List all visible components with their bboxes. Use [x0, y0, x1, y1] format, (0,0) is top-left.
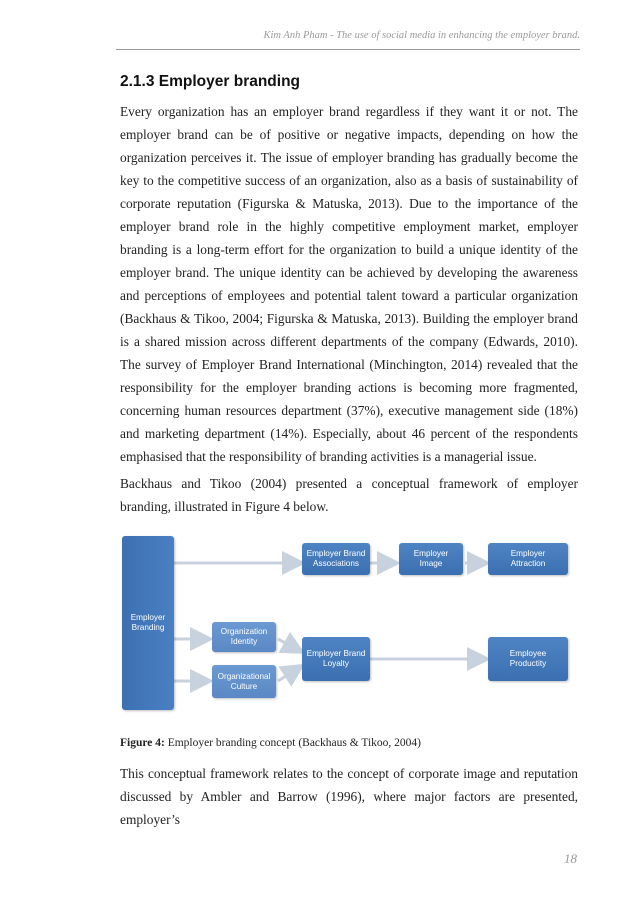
section-title: 2.1.3 Employer branding — [120, 73, 301, 90]
body-paragraph-3: This conceptual framework relates to the concept of corporate image and reputation discussed by Ambler and Barrow (1996), where major factors are presented, employer’s — [120, 766, 578, 827]
arrow-identity-to-loyalty — [278, 639, 300, 651]
body-paragraph-2: Backhaus and Tikoo (2004) presented a conceptual framework of employer branding, illustrated in Figure 4 below. — [120, 476, 578, 514]
running-header: Kim Anh Pham - The use of social media in enhancing the employer brand. — [263, 30, 580, 41]
employer-attraction-box: Employer Attraction — [488, 543, 568, 575]
header-divider — [116, 49, 580, 50]
organizational-culture-box: Organizational Culture — [212, 665, 276, 698]
brand-associations-box: Employer Brand Associations — [302, 543, 370, 575]
figure-caption-text: Employer branding concept (Backhaus & Tikoo, 2004) — [164, 737, 421, 749]
organization-identity-box: Organization Identity — [212, 622, 276, 652]
brand-loyalty-box: Employer Brand Loyalty — [302, 637, 370, 681]
body-paragraph-1: Every organization has an employer brand regardless if they want it or not. The employer brand can be of positive or negative impacts, depending on how the organization perceives it. The issue of employer branding has gradually become the key to the competitive success of an organization, also as a basis of sustainability of corporate reputation (Figurska & Matuska, 2013). Due to the importance of the employer brand role in the highly competitive employment market, employer branding is a long-term effort for the organization to build a unique identity of the employer brand. The unique identity can be achieved by developing the awareness and perceptions of employees and potential talent toward a particular organization (Backhaus & Tikoo, 2004; Figurska & Matuska, 2013). Building the employer brand is a shared mission across different departments of the company (Edwards, 2010). The survey of Employer Brand International (Minchington, 2014) revealed that the responsibility for the employer branding actions is becoming more fragmented, concerning human resources department (37%), executive management side (18%) and marketing department (14%). Especially, about 46 percent of the respondents emphasised that the responsibility of branding activities is a managerial issue. — [120, 104, 578, 464]
figure-caption — [120, 737, 421, 749]
employer-branding-box: Employer Branding — [122, 536, 174, 710]
arrow-culture-to-loyalty — [278, 667, 300, 681]
employer-branding-diagram — [120, 533, 580, 713]
employee-productivity-box: Employee Productity — [488, 637, 568, 681]
figure-caption-label: Figure 4: — [120, 737, 165, 749]
employer-image-box: Employer Image — [399, 543, 463, 575]
page-number: 18 — [564, 851, 577, 866]
